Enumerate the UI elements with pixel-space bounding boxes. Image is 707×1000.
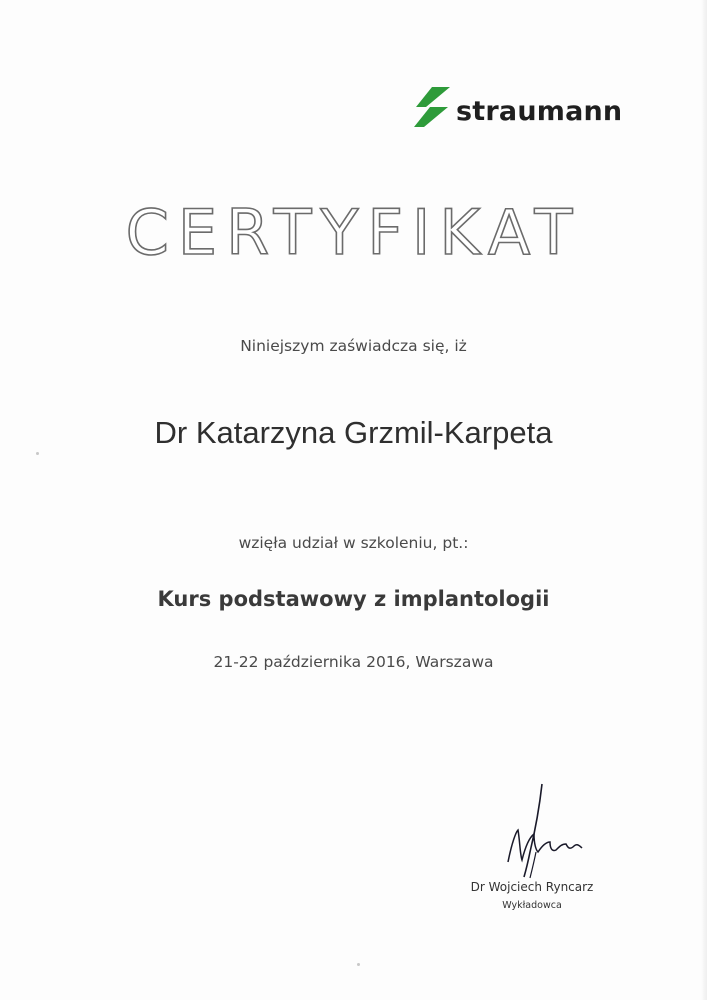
recipient-name: Dr Katarzyna Grzmil-Karpeta bbox=[154, 415, 553, 450]
certificate-title: CERTYFIKAT bbox=[125, 196, 582, 269]
scan-speck bbox=[357, 963, 360, 966]
signer-name: Dr Wojciech Ryncarz bbox=[470, 880, 594, 894]
straumann-logo-mark-icon bbox=[412, 85, 452, 133]
course-date-location: 21-22 października 2016, Warszawa bbox=[213, 653, 494, 671]
handwritten-signature bbox=[490, 782, 590, 882]
brand-name: straumann bbox=[456, 95, 623, 127]
signer-role: Wykładowca bbox=[502, 900, 562, 911]
statement-text: wzięła udział w szkoleniu, pt.: bbox=[238, 534, 469, 552]
intro-text: Niniejszym zaświadcza się, iż bbox=[240, 337, 467, 355]
straumann-logo bbox=[412, 84, 622, 134]
scan-speck bbox=[36, 452, 39, 455]
course-title: Kurs podstawowy z implantologii bbox=[157, 587, 550, 611]
